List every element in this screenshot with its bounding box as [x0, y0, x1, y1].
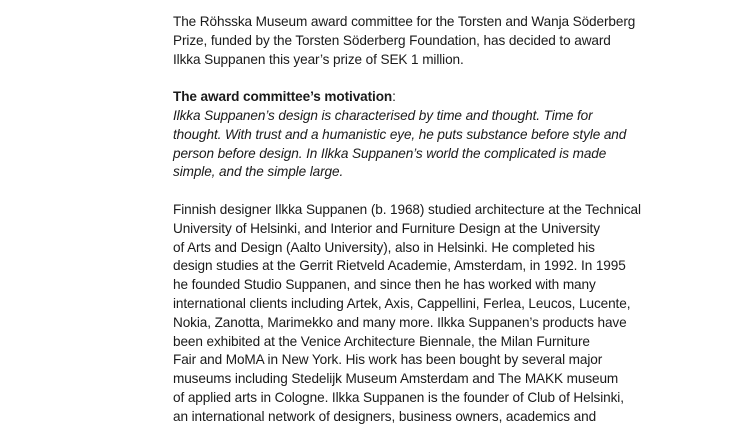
motivation-colon: : — [392, 89, 396, 105]
intro-line: Prize, funded by the Torsten Söderberg Foundation, has decided to award — [173, 32, 611, 48]
bio-line: Finnish designer Ilkka Suppanen (b. 1968) studied architecture at the Technical — [173, 201, 641, 217]
bio-line: design studies at the Gerrit Rietveld Academie, Amsterdam, in 1992. In 1995 — [173, 258, 626, 274]
motivation-heading-line — [173, 88, 653, 107]
press-release-body — [173, 13, 653, 427]
bio-line: of Arts and Design (Aalto University), also in Helsinki. He completed his — [173, 239, 595, 255]
motivation-quote — [173, 107, 653, 182]
bio-line: international clients including Artek, Axis, Cappellini, Ferlea, Leucos, Lucente, — [173, 295, 631, 311]
intro-paragraph — [173, 13, 653, 69]
intro-line: The Röhsska Museum award committee for the Torsten and Wanja Söderberg — [173, 14, 636, 29]
bio-line: an international network of designers, business owners, academics and — [173, 408, 597, 424]
bio-line: he founded Studio Suppanen, and since then he has worked with many — [173, 277, 596, 293]
paragraph-gap — [173, 69, 653, 88]
motivation-line: person before design. In Ilkka Suppanen’s world the complicated is made — [173, 145, 607, 161]
bio-line: Fair and MoMA in New York. His work has been bought by several major — [173, 352, 603, 368]
motivation-line: thought. With trust and a humanistic eye, he puts substance before style and — [173, 126, 627, 142]
bio-line: been exhibited at the Venice Architecture Biennale, the Milan Furniture — [173, 333, 590, 349]
paragraph-gap — [173, 182, 653, 201]
bio-paragraph — [173, 201, 653, 427]
bio-line: Nokia, Zanotta, Marimekko and many more. Ilkka Suppanen’s products have — [173, 314, 627, 330]
motivation-line: simple, and the simple large. — [173, 164, 344, 180]
motivation-heading: The award committee’s motivation — [173, 89, 393, 105]
motivation-line: Ilkka Suppanen’s design is characterised by time and thought. Time for — [173, 107, 593, 123]
bio-line: museums including Stedelijk Museum Amsterdam and The MAKK museum — [173, 371, 619, 387]
bio-line: University of Helsinki, and Interior and Furniture Design at the University — [173, 220, 600, 236]
bio-line: of applied arts in Cologne. Ilkka Suppanen is the founder of Club of Helsinki, — [173, 389, 624, 405]
intro-line: Ilkka Suppanen this year’s prize of SEK 1 million. — [173, 51, 464, 67]
